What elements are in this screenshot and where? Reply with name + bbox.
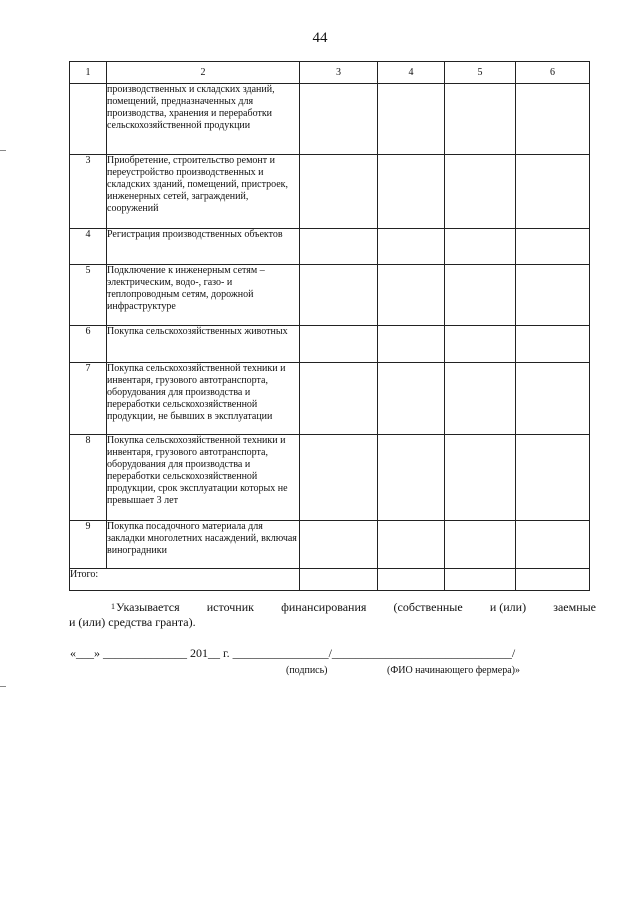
amount-cell <box>516 435 590 521</box>
signature-caption: (подпись) <box>286 665 328 676</box>
row-description: Покупка сельскохозяйственной техники и инвентаря, грузового автотранспорта, оборудования для производства и переработки сельскохозяйственной продукции, срок эксплуатации которых не превышает 3 лет <box>107 435 300 521</box>
row-number: 6 <box>70 326 107 363</box>
column-header: 3 <box>300 62 378 84</box>
footnote-word: и (или) <box>489 600 527 614</box>
table-row <box>70 265 590 326</box>
table-row <box>70 521 590 569</box>
page-number: 44 <box>312 30 328 46</box>
amount-cell <box>445 155 516 229</box>
row-number: 7 <box>70 363 107 435</box>
row-number: 8 <box>70 435 107 521</box>
amount-cell <box>516 84 590 155</box>
amount-cell <box>516 326 590 363</box>
footnote-word: источник <box>206 600 254 614</box>
footnote-lead <box>111 600 180 614</box>
footnote-line-2: и (или) средства гранта). <box>69 615 196 629</box>
amount-cell <box>300 521 378 569</box>
amount-cell <box>300 265 378 326</box>
amount-cell <box>378 435 445 521</box>
amount-cell <box>300 229 378 265</box>
amount-cell <box>300 435 378 521</box>
row-number: 3 <box>70 155 107 229</box>
row-description: Покупка посадочного материала для закладки многолетних насаждений, включая виноградники <box>107 521 300 569</box>
amount-cell <box>445 435 516 521</box>
amount-cell <box>300 569 378 591</box>
column-header: 2 <box>107 62 300 84</box>
amount-cell <box>516 569 590 591</box>
footnote <box>69 600 596 629</box>
amount-cell <box>445 569 516 591</box>
footnote-word: финансирования <box>281 600 367 614</box>
full-name-caption: (ФИО начинающего фермера)» <box>387 665 520 676</box>
table-row <box>70 84 590 155</box>
footnote-word: заемные <box>553 600 596 614</box>
footnote-marker: 1 <box>111 602 115 611</box>
amount-cell <box>445 363 516 435</box>
scan-margin-mark <box>0 150 6 151</box>
row-description: производственных и складских зданий, помещений, предназначенных для производства, хранения и переработки сельскохозяйственной продукции <box>107 84 300 155</box>
footnote-word: (собственные <box>393 600 463 614</box>
column-header: 5 <box>445 62 516 84</box>
amount-cell <box>516 521 590 569</box>
amount-cell <box>378 569 445 591</box>
row-number: 4 <box>70 229 107 265</box>
amount-cell <box>516 229 590 265</box>
amount-cell <box>300 84 378 155</box>
amount-cell <box>445 521 516 569</box>
table-row <box>70 229 590 265</box>
footnote-line-1 <box>69 600 596 614</box>
amount-cell <box>516 265 590 326</box>
table-row <box>70 363 590 435</box>
amount-cell <box>300 326 378 363</box>
table-row <box>70 155 590 229</box>
amount-cell <box>378 521 445 569</box>
footnote-word: Указывается <box>116 600 180 614</box>
row-description: Регистрация производственных объектов <box>107 229 300 265</box>
amount-cell <box>445 84 516 155</box>
amount-cell <box>445 326 516 363</box>
total-label: Итого: <box>70 569 300 591</box>
amount-cell <box>378 229 445 265</box>
amount-cell <box>516 155 590 229</box>
table-row <box>70 326 590 363</box>
scan-margin-mark <box>0 686 6 687</box>
amount-cell <box>300 363 378 435</box>
signature-line: «___» ______________ 201__ г. ________________/______________________________/ <box>70 646 516 660</box>
grant-expense-table <box>69 61 590 591</box>
column-header: 4 <box>378 62 445 84</box>
row-description: Подключение к инженерным сетям – электрическим, водо-, газо- и теплопроводным сетям, дорожной инфраструктуре <box>107 265 300 326</box>
amount-cell <box>378 84 445 155</box>
amount-cell <box>445 229 516 265</box>
amount-cell <box>378 363 445 435</box>
row-number: 5 <box>70 265 107 326</box>
row-description: Приобретение, строительство ремонт и переустройство производственных и складских зданий, помещений, пристроек, инженерных сетей, заграждений, сооружений <box>107 155 300 229</box>
column-header: 1 <box>70 62 107 84</box>
table-header-row <box>70 62 590 84</box>
amount-cell <box>445 265 516 326</box>
column-header: 6 <box>516 62 590 84</box>
row-number: 9 <box>70 521 107 569</box>
amount-cell <box>378 155 445 229</box>
table-row <box>70 435 590 521</box>
total-row <box>70 569 590 591</box>
amount-cell <box>378 265 445 326</box>
row-description: Покупка сельскохозяйственных животных <box>107 326 300 363</box>
amount-cell <box>300 155 378 229</box>
amount-cell <box>516 363 590 435</box>
row-description: Покупка сельскохозяйственной техники и инвентаря, грузового автотранспорта, оборудования для производства и переработки сельскохозяйственной продукции, не бывших в эксплуатации <box>107 363 300 435</box>
row-number <box>70 84 107 155</box>
amount-cell <box>378 326 445 363</box>
